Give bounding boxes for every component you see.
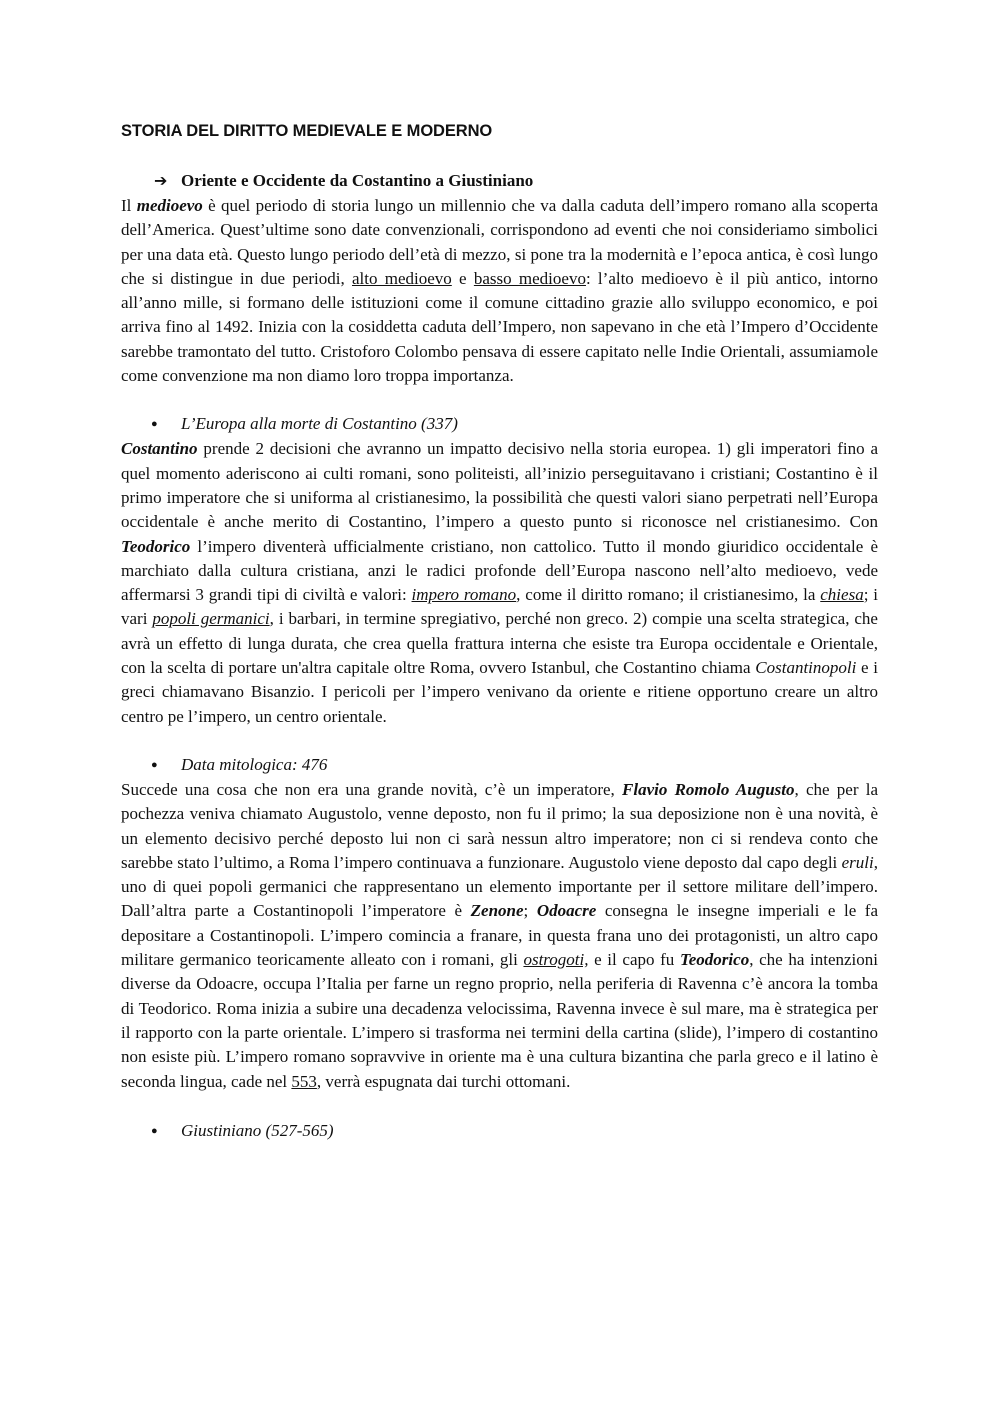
text-run: , uno di quei popoli germanici che rappresentano un elemento importante per il settore militare dell’impero. Dall’altra parte a Costantinopoli l’imperatore è — [121, 852, 878, 921]
link-553[interactable]: 553 — [291, 1071, 317, 1091]
text-run: , verrà espugnata dai turchi ottomani. — [316, 1071, 571, 1091]
text-run: l’impero diventerà ufficialmente cristiano, non cattolico. Tutto il mondo giuridico occidentale è marchiato dalla cultura cristiana, anzi le radici profonde dell’Europa nascono nell’alto medioevo, vede affermarsi 3 grandi tipi di civiltà e valori: — [121, 536, 878, 605]
section-heading — [154, 168, 878, 194]
term-teodorico: Teodorico — [679, 950, 750, 970]
text-run: è quel periodo di storia lungo un millennio che va dalla caduta dell’impero romano alla scoperta dell’America. Quest’ultime sono date convenzionali, corrispondono ad eventi che noi consideriamo simbolici per una data età. Questo lungo periodo dell’età di mezzo, si pone tra la modernità e l’epoca antica, è così lungo che si distingue in due periodi, — [121, 196, 879, 288]
text-run: consegna le insegne imperiali e le fa depositare a Costantinopoli. L’impero comincia a franare, in questa frana uno dei protagonisti, un altro capo militare germanico teoricamente alleato con i romani, gli — [121, 901, 878, 970]
text-run: Il — [121, 196, 137, 215]
text-run: , i barbari, in termine spregiativo, perché non greco. 2) compie una scelta strategica, che avrà un effetto di lunga durata, che crea quella frattura interna che esiste tra Europa occidentale e Orientale, con la scelta di portare un'altra capitale oltre Roma, ovvero Istanbul, che Costantino chiama — [121, 609, 878, 678]
bullet-heading-476 — [151, 752, 878, 778]
term-costantinopoli: Costantinopoli — [755, 658, 857, 678]
term-medioevo: medioevo — [136, 196, 203, 215]
document-title: STORIA DEL DIRITTO MEDIEVALE E MODERNO — [121, 122, 493, 140]
paragraph-costantino — [121, 437, 878, 729]
term-odoacre: Odoacre — [536, 901, 597, 921]
bullet-heading-text: Giustiniano (527-565) — [181, 1120, 334, 1140]
text-run: , che per la pochezza veniva chiamato Augustolo, venne deposto, non fu il primo; la sua deposizione non è una novità, è un elemento decisivo perché deposto lui non ci sarà nessun altro imperatore; non ci si rendeva conto che sarebbe stato l’ultimo, a Roma l’impero continuava a funzionare. Augustolo viene deposto dal capo degli — [121, 779, 878, 872]
bullet-heading-giustiniano — [151, 1118, 878, 1144]
bullet-dot-icon: ● — [151, 758, 158, 771]
bullet-dot-icon: ● — [151, 1124, 158, 1137]
text-run: , che ha intenzioni diverse da Odoacre, occupa l’Italia per farne un regno proprio, nella periferia di Ravenna c’è ancora la tomba di Teodorico. Roma inizia a subire una decadenza velocissima, Ravenna invece è sul mare, ma è strategica per il rapporto con la parte orientale. L’impero si trasforma nei termini della cartina (slide), l’impero di costantino non esiste più. L’impero romano sopravvive in oriente ma è una cultura bizantina che parla greco e il latino è seconda lingua, cade nel — [121, 950, 878, 1091]
right-arrow-icon: ➔ — [154, 171, 168, 190]
bullet-heading-text: Data mitologica: 476 — [181, 754, 328, 774]
text-run: prende 2 decisioni che avranno un impatto decisivo nella storia europea. 1) gli imperatori fino a quel momento aderiscono ai culti romani, sono politeisti, all’inizio perseguitavano i cristiani; Costantino è il primo imperatore che si uniforma al cristianesimo, la possibilità che questi valori siano perpetrati nell’Europa occidentale è anche merito di Costantino, l’impero a questo punto si riconosce nel cristianesimo. Con — [121, 439, 878, 532]
text-run: , come il diritto romano; il cristianesimo, la — [516, 585, 821, 605]
term-zenone: Zenone — [470, 901, 524, 921]
link-chiesa[interactable]: chiesa — [820, 585, 864, 605]
link-alto-medioevo[interactable]: alto medioevo — [352, 268, 452, 288]
text-run: ; i vari — [121, 585, 878, 629]
term-costantino: Costantino — [121, 439, 198, 459]
bullet-dot-icon: ● — [151, 418, 158, 431]
document-page — [121, 118, 878, 1144]
text-run: e il capo fu — [588, 950, 680, 970]
term-eruli: eruli — [841, 852, 874, 872]
bullet-heading-text: L’Europa alla morte di Costantino (337) — [181, 414, 458, 434]
text-run: e i greci chiamavano Bisanzio. I pericoli per l’impero venivano da oriente e ritiene opportuno creare un altro centro pe l’impero, un centro orientale. — [121, 658, 878, 726]
link-impero-romano[interactable]: impero romano — [411, 585, 517, 605]
section-heading-text: Oriente e Occidente da Costantino a Giustiniano — [181, 171, 534, 190]
link-basso-medioevo[interactable]: basso medioevo — [473, 268, 586, 288]
paragraph-medioevo — [121, 194, 878, 388]
paragraph-476 — [121, 778, 878, 1094]
text-run: : l’alto medioevo è il più antico, intorno all’anno mille, si formano delle istituzioni come il comune cittadino grazie allo sviluppo economico, e poi arriva fino al 1492. Inizia con la cosiddetta caduta dell’Impero, non sapevano in che età l’Impero d’Occidente sarebbe tramontato del tutto. Cristoforo Colombo pensava di essere capitato nelle Indie Orientali, assumiamole come convenzione ma non diamo loro troppa importanza. — [121, 268, 879, 386]
term-teodorico: Teodorico — [121, 536, 191, 556]
link-ostrogoti[interactable]: ostrogoti, — [523, 950, 589, 970]
bullet-heading-costantino — [151, 411, 878, 437]
term-flavio-romolo-augusto: Flavio Romolo Augusto — [622, 779, 795, 799]
text-run: ; — [523, 901, 537, 921]
text-run: e — [451, 268, 474, 288]
text-run: Succede una cosa che non era una grande novità, c’è un imperatore, — [121, 779, 623, 799]
link-popoli-germanici[interactable]: popoli germanici — [152, 609, 270, 629]
